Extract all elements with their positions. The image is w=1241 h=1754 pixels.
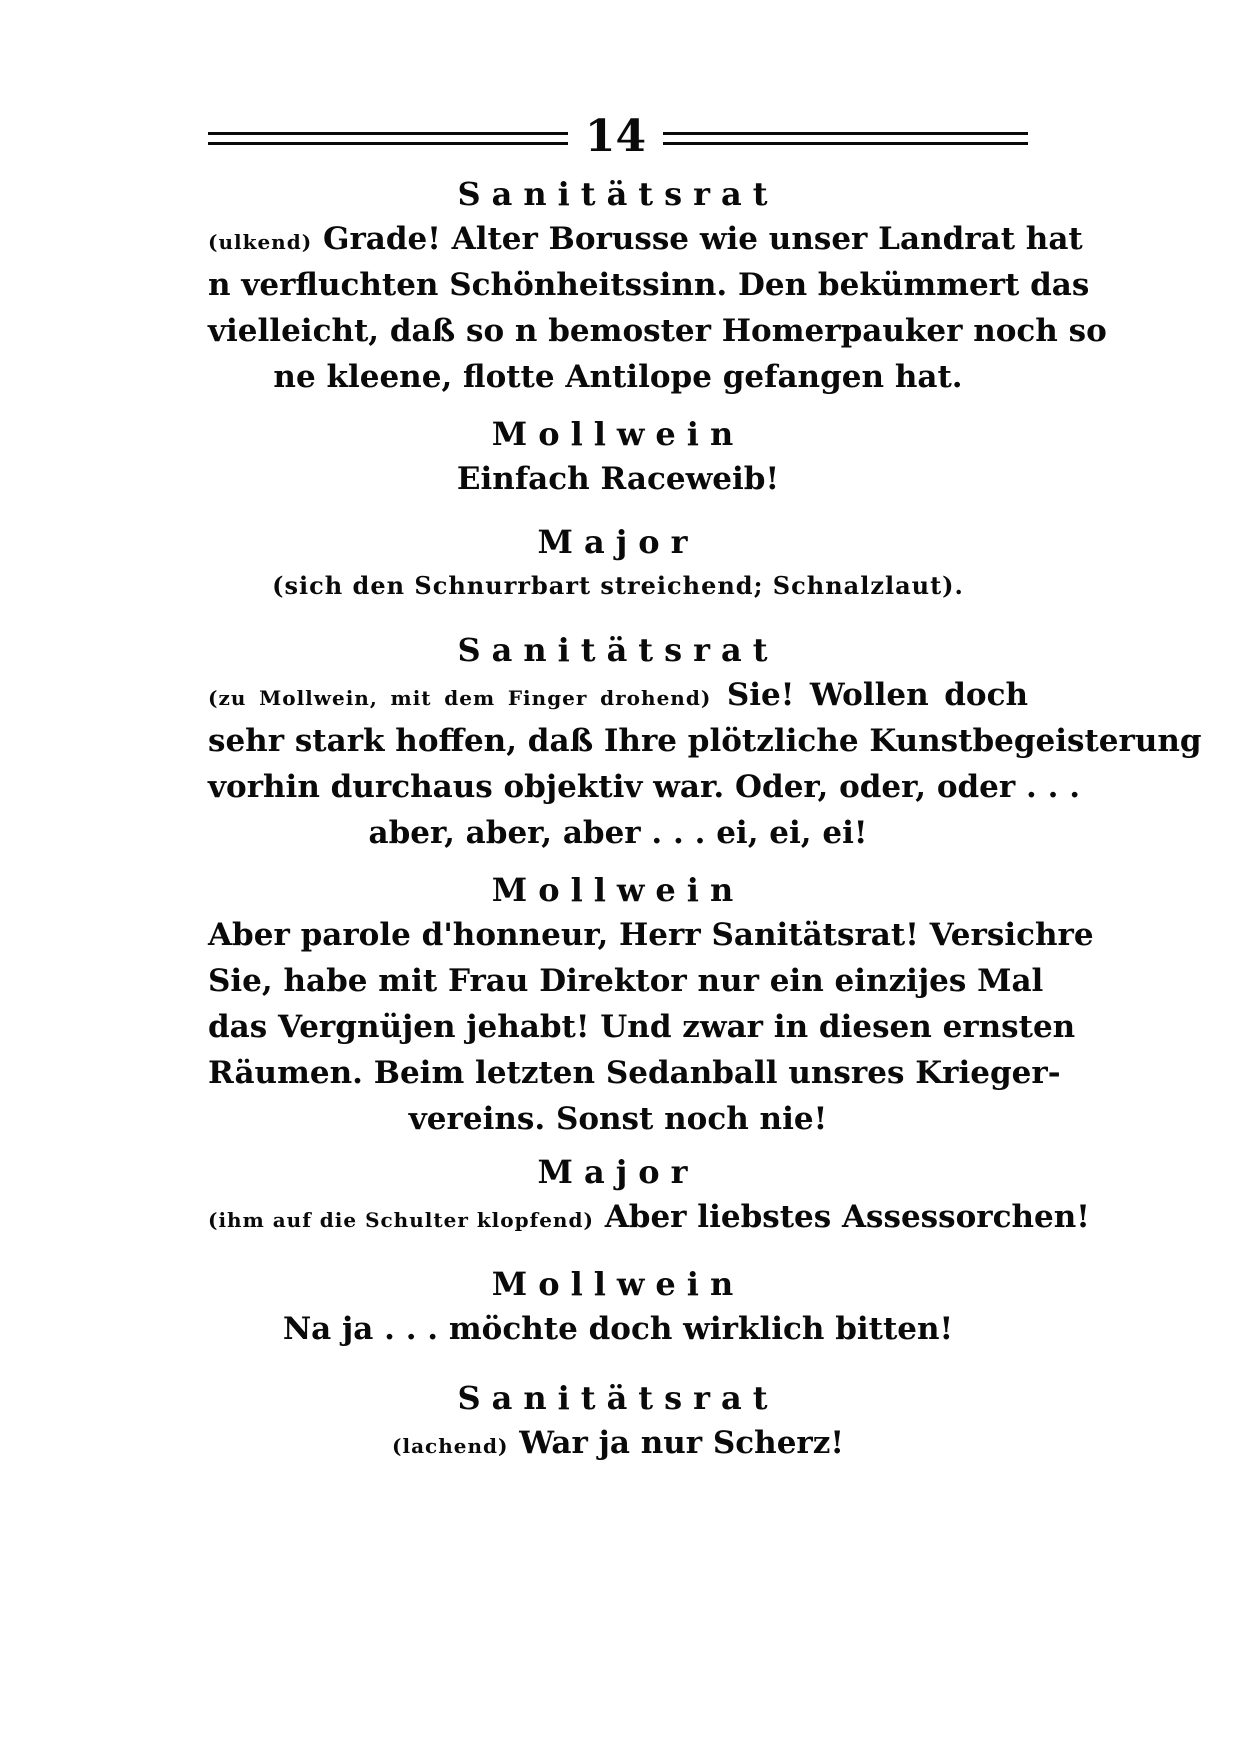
speaker-name: Sanitätsrat xyxy=(457,631,779,669)
speaker-name: Major xyxy=(537,523,699,561)
dialogue-block-major-2 xyxy=(208,1150,1090,1240)
dialogue-line: Na ja . . . möchte doch wirklich bitten! xyxy=(282,1311,954,1347)
dialogue-text: Aber liebstes Assessorchen! xyxy=(604,1199,1090,1235)
dialogue-line: aber, aber, aber . . . ei, ei, ei! xyxy=(368,815,868,851)
dialogue-line: vorhin durchaus objektiv war. Oder, oder, oder . . . xyxy=(208,769,1080,805)
speaker-name: Mollwein xyxy=(491,1265,745,1303)
dialogue-text: War ja nur Scherz! xyxy=(519,1425,844,1461)
dialogue-text: Sie! Wollen doch xyxy=(726,677,1028,713)
dialogue-line: Aber parole d'honneur, Herr Sanitätsrat! Versichre xyxy=(208,917,1094,953)
dialogue-text: Grade! Alter Borusse wie unser Landrat hat xyxy=(322,221,1083,257)
dialogue-line: Räumen. Beim letzten Sedanball unsres Krieger- xyxy=(208,1055,1061,1091)
dialogue-line xyxy=(208,1420,1028,1466)
stage-direction: (sich den Schnurrbart streichend; Schnalzlaut). xyxy=(272,571,964,600)
header-rule-left xyxy=(208,132,568,145)
speaker-name: Sanitätsrat xyxy=(457,175,779,213)
speaker-name: Sanitätsrat xyxy=(457,1379,779,1417)
dialogue-line: vielleicht, daß so n bemoster Homerpauker noch so xyxy=(208,313,1107,349)
dialogue-line: Einfach Raceweib! xyxy=(456,461,780,497)
dialogue-line: vereins. Sonst noch nie! xyxy=(408,1101,828,1137)
page-number: 14 xyxy=(584,111,647,162)
speaker-name: Major xyxy=(537,1153,699,1191)
dialogue-block-mollwein-2 xyxy=(208,868,1094,1142)
header-rule-right xyxy=(663,132,1028,145)
dialogue-block-mollwein-3 xyxy=(208,1262,1028,1352)
stage-direction: (ulkend) xyxy=(208,230,313,254)
dialogue-line: sehr stark hoffen, daß Ihre plötzliche Kunstbegeisterung xyxy=(208,723,1202,759)
dialogue-line xyxy=(208,1194,1090,1240)
speaker-name: Mollwein xyxy=(491,415,745,453)
dialogue-block-mollwein-1 xyxy=(208,412,1028,502)
dialogue-line xyxy=(208,672,1028,718)
dialogue-block-sanitaetsrat-3 xyxy=(208,1376,1028,1466)
dialogue-block-sanitaetsrat-2 xyxy=(208,628,1202,856)
speaker-name: Mollwein xyxy=(491,871,745,909)
dialogue-line: Sie, habe mit Frau Direktor nur ein einzijes Mal xyxy=(208,963,1044,999)
stage-direction: (ihm auf die Schulter klopfend) xyxy=(208,1208,594,1232)
dialogue-line: ne kleene, flotte Antilope gefangen hat. xyxy=(273,359,963,395)
dialogue-line xyxy=(208,216,1083,262)
page-header xyxy=(208,112,1028,162)
stage-direction: (lachend) xyxy=(392,1434,509,1458)
stage-direction: (zu Mollwein, mit dem Finger drohend) xyxy=(208,686,712,710)
dialogue-block-sanitaetsrat-1 xyxy=(208,172,1107,400)
dialogue-line: das Vergnüjen jehabt! Und zwar in diesen ernsten xyxy=(208,1009,1076,1045)
dialogue-line: n verfluchten Schönheitssinn. Den bekümmert das xyxy=(208,267,1090,303)
dialogue-block-major-1 xyxy=(208,520,1028,608)
